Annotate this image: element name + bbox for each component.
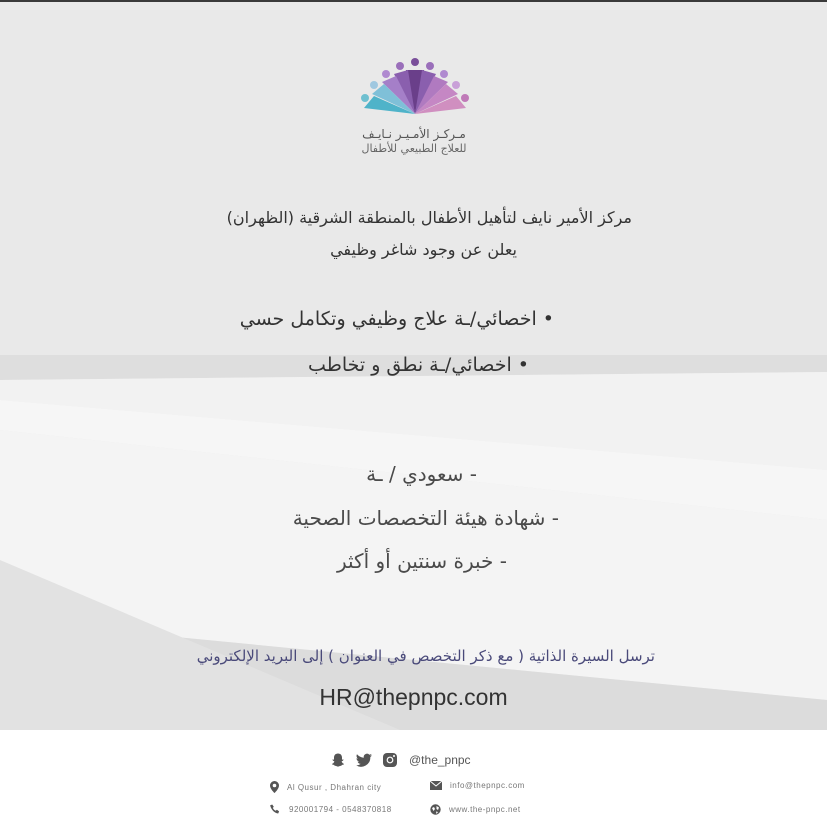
logo-title: مـركـز الأمـيـر نـايـف [362, 127, 466, 141]
phone-numbers [270, 804, 392, 815]
address [270, 781, 381, 793]
announcement-line1: مركز الأمير نايف لتأهيل الأطفال بالمنطقة الشرقية (الظهران) [226, 208, 632, 227]
job-item: • اخصائي/ـة علاج وظيفي وتكامل حسي [239, 308, 554, 330]
globe-icon [430, 804, 441, 815]
logo-subtitle: للعلاج الطبيعي للأطفال [361, 142, 467, 155]
contact-email [430, 781, 525, 790]
contact-email-text[interactable]: info@thepnpc.com [450, 781, 525, 790]
cv-instruction: ترسل السيرة الذاتية ( مع ذكر التخصص في العنوان ) إلى البريد الإلكتروني [196, 647, 655, 665]
social-handle[interactable]: @the_pnpc [409, 753, 471, 767]
hr-email-link[interactable]: HR@thepnpc.com [319, 684, 508, 710]
twitter-icon[interactable] [355, 753, 373, 768]
social-links [330, 752, 471, 768]
requirement-item: - شهادة هيئة التخصصات الصحية [292, 506, 559, 530]
instagram-icon[interactable] [382, 752, 398, 768]
phone-text[interactable]: 920001794 - 0548370818 [289, 805, 392, 814]
snapchat-icon[interactable] [330, 752, 346, 768]
location-icon [270, 781, 279, 793]
requirement-item: - سعودي / ـة [366, 462, 477, 486]
website [430, 804, 521, 815]
address-text: Al Qusur , Dhahran city [287, 782, 382, 792]
footer [0, 730, 827, 825]
mail-icon [430, 781, 442, 790]
announcement-line2: يعلن عن وجود شاغر وظيفي [330, 240, 517, 259]
job-item: • اخصائي/ـة نطق و تخاطب [308, 354, 529, 376]
top-border [0, 0, 827, 2]
phone-icon [270, 804, 281, 815]
website-text[interactable]: www.the-pnpc.net [449, 805, 521, 814]
requirement-item: - خبرة سنتين أو أكثر [336, 549, 507, 573]
